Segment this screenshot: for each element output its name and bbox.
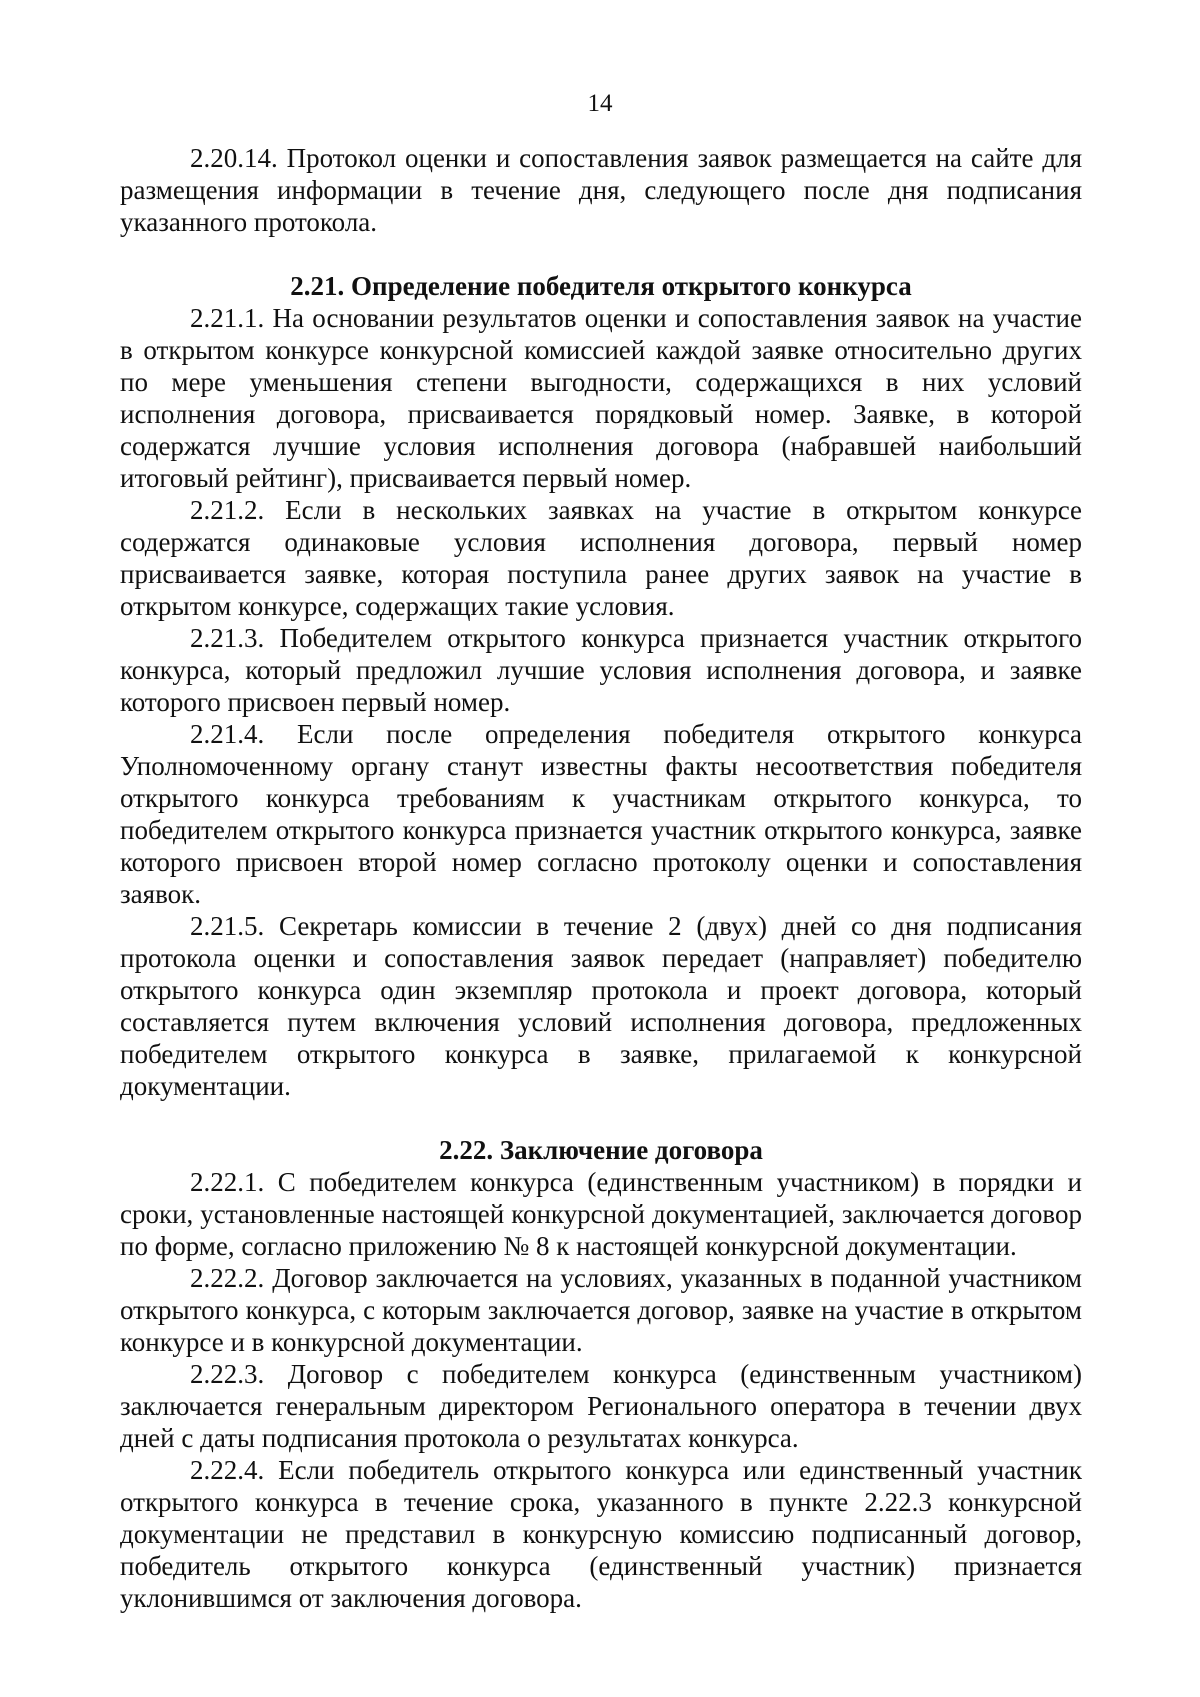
paragraph-2-21-2: 2.21.2. Если в нескольких заявках на участие в открытом конкурсе содержатся одинаковые условия исполнения договора, первый номер присваивается заявке, которая поступила ранее других заявок на участие в открытом конкурсе, содержащих такие условия. — [120, 495, 1082, 621]
paragraph-2-21-3: 2.21.3. Победителем открытого конкурса признается участник открытого конкурса, который предложил лучшие условия исполнения договора, и заявке которого присвоен первый номер. — [120, 623, 1082, 717]
paragraph-2-21-4: 2.21.4. Если после определения победителя открытого конкурса Уполномоченному органу станут известны факты несоответствия победителя открытого конкурса требованиям к участникам открытого конкурса, то победителем открытого конкурса признается участник открытого конкурса, заявке которого присвоен второй номер согласно протоколу оценки и сопоставления заявок. — [120, 719, 1082, 909]
document-body — [120, 142, 1082, 1614]
paragraph-2-22-2: 2.22.2. Договор заключается на условиях, указанных в поданной участником открытого конкурса, с которым заключается договор, заявке на участие в открытом конкурсе и в конкурсной документации. — [120, 1263, 1082, 1357]
page-number: 14 — [587, 90, 613, 117]
paragraph-2-21-1: 2.21.1. На основании результатов оценки и сопоставления заявок на участие в открытом конкурсе конкурсной комиссией каждой заявке относительно других по мере уменьшения степени выгодности, содержащихся в них условий исполнения договора, присваивается порядковый номер. Заявке, в которой содержатся лучшие условия исполнения договора (набравшей наибольший итоговый рейтинг), присваивается первый номер. — [120, 303, 1082, 493]
paragraph-2-22-4: 2.22.4. Если победитель открытого конкурса или единственный участник открытого конкурса в течение срока, указанного в пункте 2.22.3 конкурсной документации не представил в конкурсную комиссию подписанный договор, победитель открытого конкурса (единственный участник) признается уклонившимся от заключения договора. — [120, 1455, 1082, 1613]
paragraph-2-20-14: 2.20.14. Протокол оценки и сопоставления заявок размещается на сайте для размещения информации в течение дня, следующего после дня подписания указанного протокола. — [120, 143, 1082, 237]
paragraph-2-22-1: 2.22.1. С победителем конкурса (единственным участником) в порядки и сроки, установленные настоящей конкурсной документацией, заключается договор по форме, согласно приложению № 8 к настоящей конкурсной документации. — [120, 1167, 1082, 1261]
section-heading-2-21: 2.21. Определение победителя открытого конкурса — [290, 271, 912, 301]
paragraph-2-22-3: 2.22.3. Договор с победителем конкурса (единственным участником) заключается генеральным директором Регионального оператора в течении двух дней с даты подписания протокола о результатах конкурса. — [120, 1359, 1082, 1453]
paragraph-2-21-5: 2.21.5. Секретарь комиссии в течение 2 (двух) дней со дня подписания протокола оценки и сопоставления заявок передает (направляет) победителю открытого конкурса один экземпляр протокола и проект договора, который составляется путем включения условий исполнения договора, предложенных победителем открытого конкурса в заявке, прилагаемой к конкурсной документации. — [120, 911, 1082, 1101]
section-heading-2-22: 2.22. Заключение договора — [439, 1135, 763, 1165]
